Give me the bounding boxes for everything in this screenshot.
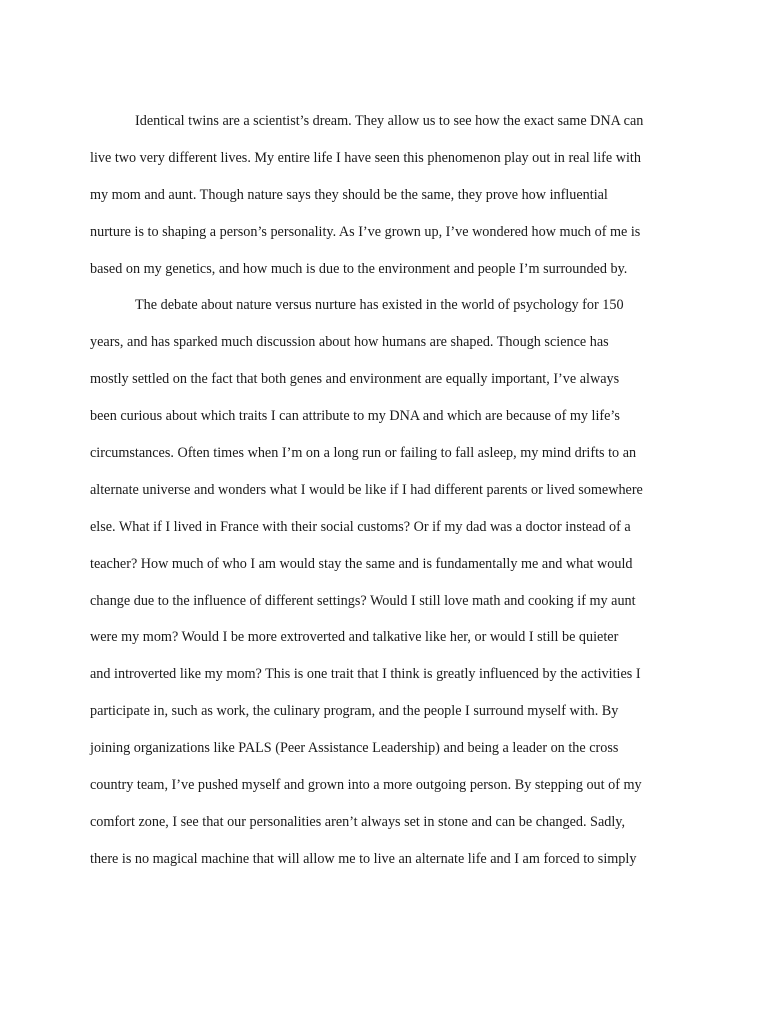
- text-line: country team, I’ve pushed myself and grown into a more outgoing person. By stepping out of my: [90, 777, 642, 794]
- text-line: nurture is to shaping a person’s personality. As I’ve grown up, I’ve wondered how much of me is: [90, 223, 641, 240]
- text-line: participate in, such as work, the culinary program, and the people I surround myself with. By: [90, 703, 619, 720]
- text-line: joining organizations like PALS (Peer Assistance Leadership) and being a leader on the cross: [90, 740, 619, 757]
- text-line: my mom and aunt. Though nature says they should be the same, they prove how influential: [90, 186, 608, 203]
- text-line: and introverted like my mom? This is one trait that I think is greatly influenced by the activities I: [90, 666, 641, 683]
- text-line: mostly settled on the fact that both genes and environment are equally important, I’ve always: [90, 371, 620, 388]
- text-line: circumstances. Often times when I’m on a long run or failing to fall asleep, my mind drifts to an: [90, 445, 637, 462]
- text-line: comfort zone, I see that our personalities aren’t always set in stone and can be changed. Sadly,: [90, 813, 626, 830]
- text-line: alternate universe and wonders what I would be like if I had different parents or lived somewhere: [90, 481, 643, 498]
- paragraph-2: [90, 291, 690, 881]
- text-line: been curious about which traits I can attribute to my DNA and which are because of my life’s: [90, 408, 620, 425]
- essay-body: [90, 107, 690, 882]
- text-line: there is no magical machine that will allow me to live an alternate life and I am forced to simply: [90, 850, 637, 867]
- text-line: based on my genetics, and how much is due to the environment and people I’m surrounded by.: [90, 260, 628, 277]
- text-line: live two very different lives. My entire life I have seen this phenomenon play out in real life with: [90, 149, 641, 166]
- text-line: years, and has sparked much discussion about how humans are shaped. Though science has: [90, 334, 609, 351]
- text-line: change due to the influence of different settings? Would I still love math and cooking if my aunt: [90, 592, 636, 609]
- text-line: The debate about nature versus nurture has existed in the world of psychology for 150: [135, 297, 624, 314]
- text-line: Identical twins are a scientist’s dream. They allow us to see how the exact same DNA can: [135, 113, 644, 129]
- text-line: teacher? How much of who I am would stay the same and is fundamentally me and what would: [90, 555, 633, 572]
- paragraph-1: [90, 107, 690, 291]
- text-line: were my mom? Would I be more extroverted and talkative like her, or would I still be quieter: [90, 629, 619, 646]
- text-line: else. What if I lived in France with their social customs? Or if my dad was a doctor instead of a: [90, 518, 631, 535]
